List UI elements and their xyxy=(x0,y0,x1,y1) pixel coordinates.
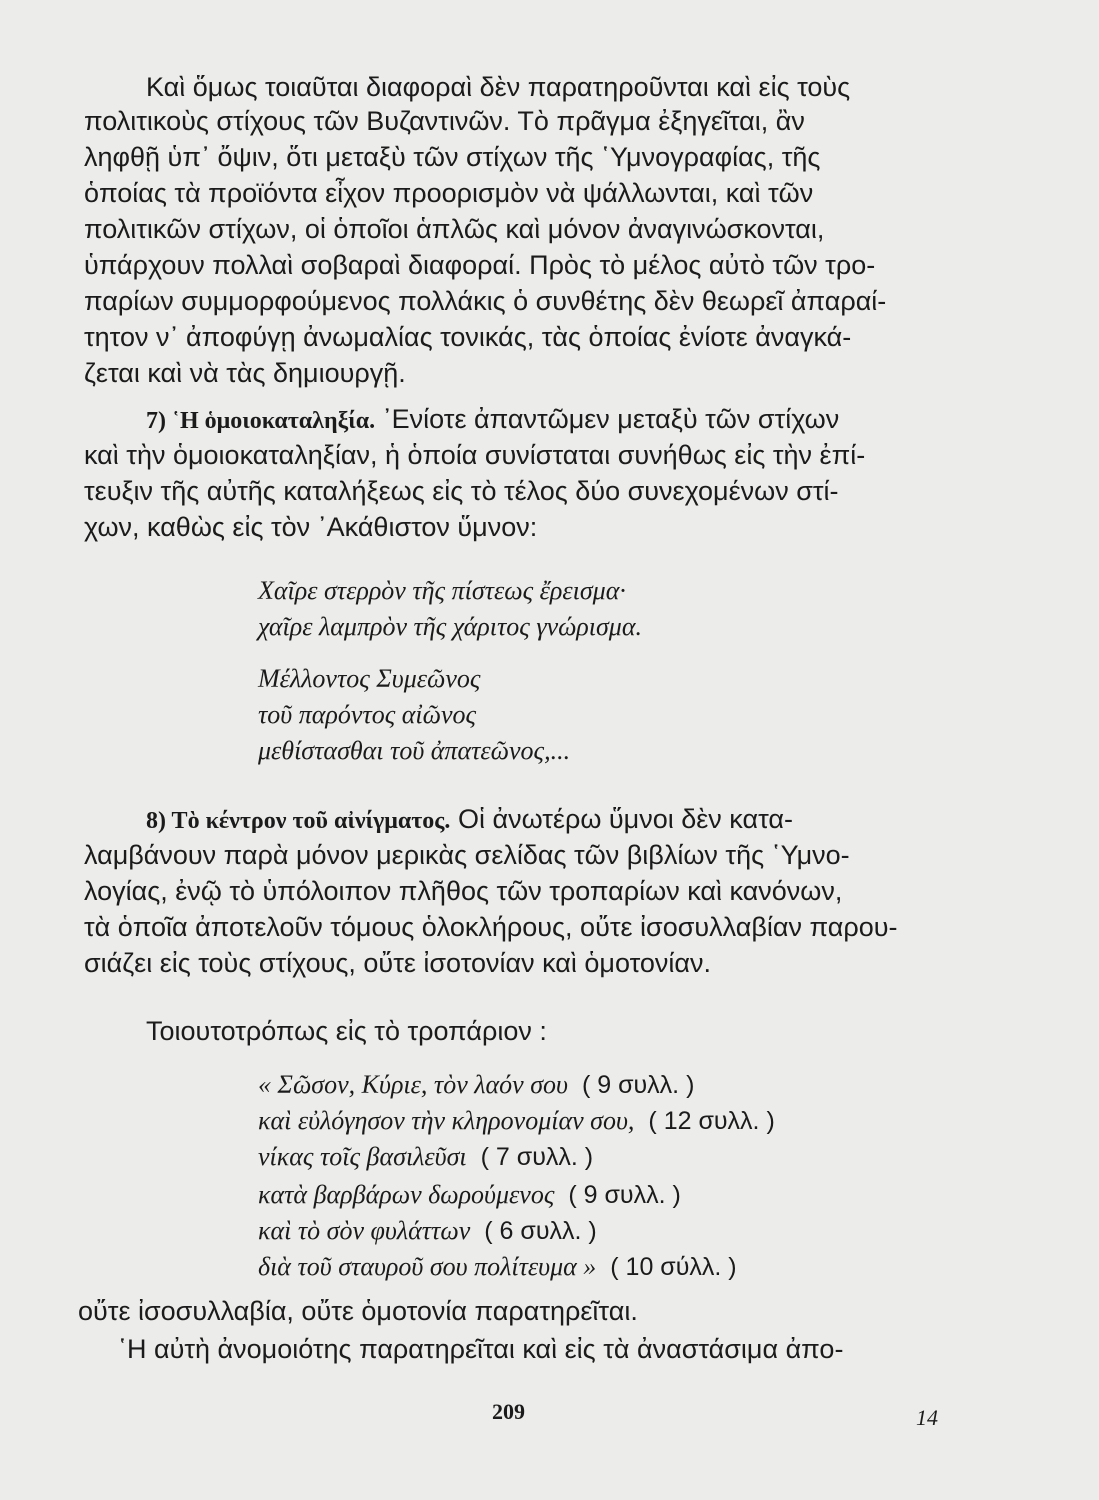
text-line: λαμβάνουν παρὰ μόνον μερικὰς σελίδας τῶν βιβλίων τῆς ῾Υμνο- xyxy=(84,840,850,870)
text-line xyxy=(146,802,793,838)
verse-text: καὶ εὐλόγησον τὴν κληρονομίαν σου, xyxy=(258,1106,635,1135)
syllable-count: ( 7 συλλ. ) xyxy=(480,1143,594,1171)
troparion-intro: Τοιουτοτρόπως εἰς τὸ τροπάριον : xyxy=(146,1016,547,1046)
text-line: οὔτε ἰσοσυλλαβία, οὔτε ὁμοτονία παρατηρεῖται. xyxy=(78,1296,638,1326)
text-line: πολιτικῶν στίχων, οἱ ὁποῖοι ἁπλῶς καὶ μόνον ἀναγινώσκονται, xyxy=(84,214,825,244)
verse-line: Χαῖρε στερρὸν τῆς πίστεως ἔρεισμα· xyxy=(258,576,626,605)
verse-line xyxy=(258,1178,681,1212)
verse-line xyxy=(258,1068,694,1102)
text-line: ζεται καὶ νὰ τὰς δημιουργῇ. xyxy=(84,358,406,388)
text-line: παρίων συμμορφούμενος πολλάκις ὁ συνθέτης δὲν θεωρεῖ ἀπαραί- xyxy=(84,286,887,316)
verse-line: χαῖρε λαμπρὸν τῆς χάριτος γνώρισμα. xyxy=(258,612,642,641)
verse-line: τοῦ παρόντος αἰῶνος xyxy=(258,700,477,729)
text-line: πολιτικοὺς στίχους τῶν Βυζαντινῶν. Τὸ πρᾶγμα ἐξηγεῖται, ἂν xyxy=(84,106,805,136)
page-number: 209 xyxy=(492,1399,525,1424)
text-line: ὁποίας τὰ προϊόντα εἶχον προορισμὸν νὰ ψάλλωνται, καὶ τῶν xyxy=(84,178,814,208)
verse-text: νίκας τοῖς βασιλεῦσι xyxy=(258,1142,467,1171)
text-line: ὑπάρχουν πολλαὶ σοβαραὶ διαφοραί. Πρὸς τὸ μέλος αὐτὸ τῶν τρο- xyxy=(84,250,876,280)
section-heading: 8) Τὸ κέντρον τοῦ αἰνίγματος. xyxy=(146,808,451,834)
syllable-count: ( 9 συλλ. ) xyxy=(581,1071,695,1099)
verse-line: Μέλλοντος Συμεῶνος xyxy=(258,664,481,693)
verse-line xyxy=(258,1250,737,1284)
syllable-count: ( 12 συλλ. ) xyxy=(648,1107,775,1135)
text-line: τὰ ὁποῖα ἀποτελοῦν τόμους ὁλοκλήρους, οὔτε ἰσοσυλλαβίαν παρου- xyxy=(84,912,898,942)
text-line: τητον ν᾽ ἀποφύγῃ ἀνωμαλίας τονικάς, τὰς ὁποίας ἐνίοτε ἀναγκά- xyxy=(84,322,852,352)
signature-mark: 14 xyxy=(916,1405,938,1430)
text-line: ῾Η αὐτὴ ἀνομοιότης παρατηρεῖται καὶ εἰς τὰ ἀναστάσιμα ἀπο- xyxy=(118,1334,844,1364)
text-line: σιάζει εἰς τοὺς στίχους, οὔτε ἰσοτονίαν καὶ ὁμοτονίαν. xyxy=(84,948,711,978)
section-heading: 7) ῾Η ὁμοιοκαταληξία. xyxy=(146,408,376,434)
verse-text: καὶ τὸ σὸν φυλάττων xyxy=(258,1216,471,1245)
verse-line xyxy=(258,1104,775,1138)
verse-line: μεθίστασθαι τοῦ ἀπατεῶνος,... xyxy=(258,736,571,765)
verse-line xyxy=(258,1140,593,1174)
text-line: τευξιν τῆς αὐτῆς καταλήξεως εἰς τὸ τέλος δύο συνεχομένων στί- xyxy=(84,476,839,506)
syllable-count: ( 9 συλλ. ) xyxy=(568,1181,681,1209)
syllable-count: ( 10 σύλλ. ) xyxy=(610,1253,737,1281)
section-text: ᾽Ενίοτε ἀπαντῶμεν μεταξὺ τῶν στίχων xyxy=(382,404,840,434)
syllable-count: ( 6 συλλ. ) xyxy=(484,1217,597,1245)
verse-text: κατὰ βαρβάρων δωρούμενος xyxy=(258,1180,555,1209)
text-line: ληφθῇ ὑπ᾽ ὄψιν, ὅτι μεταξὺ τῶν στίχων τῆς ῾Υμνογραφίας, τῆς xyxy=(84,142,821,172)
text-line: λογίας, ἐνῷ τὸ ὑπόλοιπον πλῆθος τῶν τροπαρίων καὶ κανόνων, xyxy=(84,876,843,906)
text-line: καὶ τὴν ὁμοιοκαταληξίαν, ἡ ὁποία συνίσταται συνήθως εἰς τὴν ἐπί- xyxy=(84,440,866,470)
verse-text: διὰ τοῦ σταυροῦ σου πολίτευμα » xyxy=(258,1252,597,1281)
verse-text: « Σῶσον, Κύριε, τὸν λαόν σου xyxy=(258,1070,568,1099)
section-text: Οἱ ἀνωτέρω ὕμνοι δὲν κατα- xyxy=(457,804,793,834)
text-line xyxy=(146,402,839,438)
verse-line xyxy=(258,1214,597,1248)
text-line: Καὶ ὅμως τοιαῦται διαφοραὶ δὲν παρατηροῦνται καὶ εἰς τοὺς xyxy=(146,72,851,102)
text-line: χων, καθὼς εἰς τὸν ᾽Ακάθιστον ὕμνον: xyxy=(84,512,538,542)
